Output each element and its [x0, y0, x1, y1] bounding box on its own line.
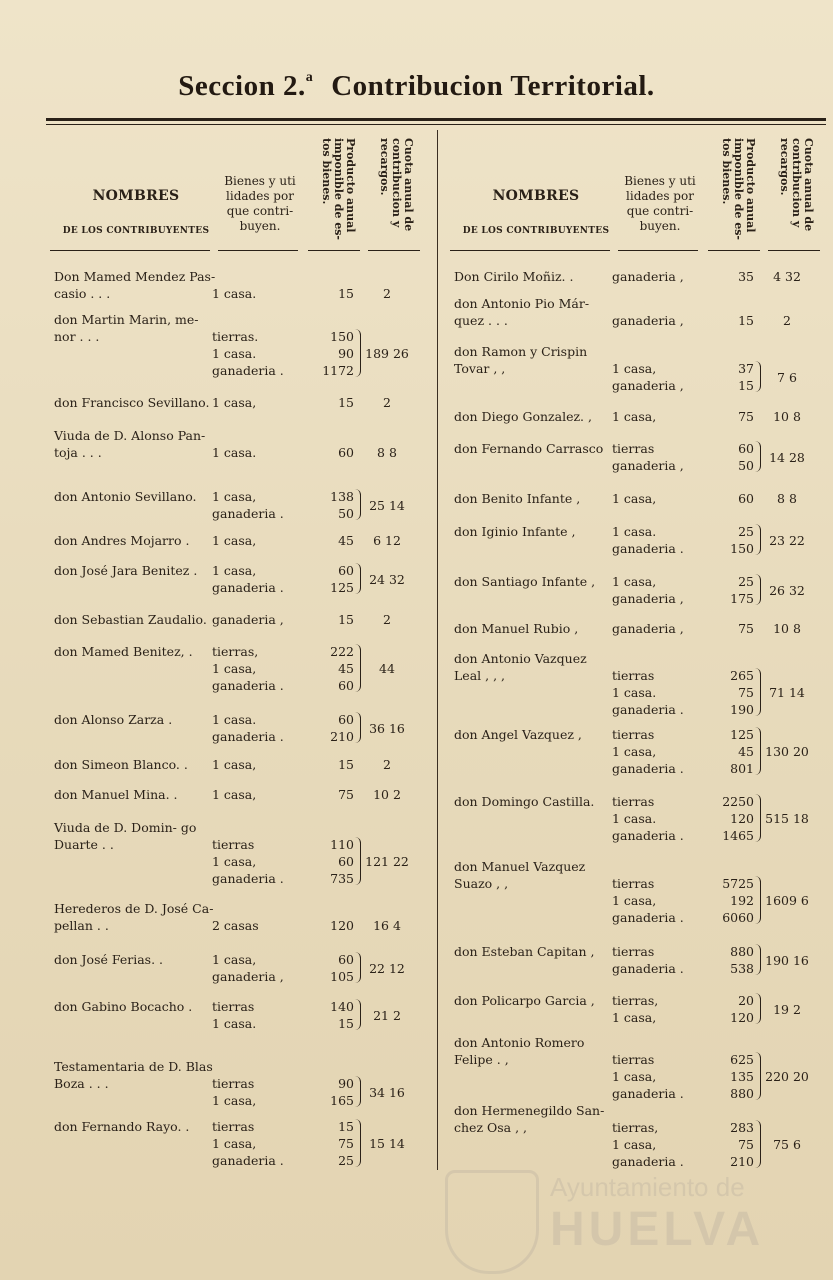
cuota-value: 21 2	[373, 1007, 401, 1023]
contribuyente-name: don Martin Marin, me- nor . . .	[54, 312, 199, 344]
producto-value: 50	[338, 506, 354, 521]
bien-item: ganaderia ,	[612, 378, 684, 393]
contribuyente-name: don Gabino Bocacho .	[54, 999, 193, 1014]
bien-item: ganaderia ,	[612, 269, 684, 284]
bien-item: ganaderia .	[612, 1154, 684, 1169]
bien-item: 1 casa.	[212, 1016, 257, 1031]
producto-value: 880	[730, 1086, 754, 1101]
bien-item: tierras	[612, 1052, 655, 1067]
producto-value: 15	[738, 313, 754, 328]
contribuyente-name: don Sebastian Zaudalio.	[54, 612, 207, 627]
cuota-value: 26 32	[769, 582, 805, 598]
bien-item: 1 casa.	[612, 811, 657, 826]
contribuyente-name: don Ramon y Crispin Tovar , ,	[454, 344, 588, 376]
contribuyente-name: don Angel Vazquez ,	[454, 727, 582, 742]
producto-value: 45	[738, 744, 754, 759]
producto-value: 60	[338, 445, 354, 460]
contribuyente-name: don Domingo Castilla.	[454, 794, 595, 809]
producto-value: 90	[338, 346, 354, 361]
producto-value: 140	[330, 999, 354, 1014]
producto-value: 175	[730, 591, 754, 606]
bien-item: 1 casa,	[612, 1010, 657, 1025]
bien-item: 1 casa.	[212, 445, 257, 460]
cuota-value: 23 22	[769, 532, 805, 548]
cuota-value: 34 16	[369, 1084, 405, 1100]
producto-value: 15	[338, 395, 354, 410]
bien-item: tierras	[612, 668, 655, 683]
cuota-value: 130 20	[765, 744, 809, 759]
header-cuota: Cuota anual de contribucion y recargos.	[778, 138, 815, 232]
watermark-line1: Ayuntamiento de	[550, 1172, 745, 1202]
contribuyente-name: don Diego Gonzalez. ,	[454, 409, 592, 424]
producto-value: 1172	[322, 363, 354, 378]
contribuyente-name: don Esteban Capitan ,	[454, 944, 595, 959]
bien-item: ganaderia ,	[612, 313, 684, 328]
bien-item: tierras	[212, 1119, 255, 1134]
bien-item: 1 casa,	[612, 893, 657, 908]
producto-value: 15	[338, 1016, 354, 1031]
bien-item: tierras	[612, 876, 655, 891]
cuota-value: 2	[383, 757, 391, 772]
bien-item: 1 casa,	[612, 361, 657, 376]
producto-value: 15	[338, 286, 354, 301]
bien-item: ganaderia ,	[212, 969, 284, 984]
producto-value: 60	[338, 563, 354, 578]
cuota-value: 2	[383, 286, 391, 301]
bien-item: 1 casa,	[612, 574, 657, 589]
producto-value: 6060	[722, 910, 754, 925]
bien-item: ganaderia .	[612, 1086, 684, 1101]
bien-item: tierras.	[212, 329, 259, 344]
bien-item: 1 casa,	[212, 952, 257, 967]
bien-item: ganaderia .	[612, 541, 684, 556]
producto-value: 210	[730, 1154, 754, 1169]
bien-item: 1 casa.	[212, 712, 257, 727]
cuota-value: 10 8	[773, 621, 801, 636]
contribuyente-name: don José Ferias. .	[54, 952, 164, 967]
title-rule-thin	[46, 124, 826, 125]
bien-item: 1 casa,	[612, 1069, 657, 1084]
bien-item: 1 casa,	[612, 409, 657, 424]
producto-value: 138	[330, 489, 354, 504]
producto-value: 60	[338, 854, 354, 869]
cuota-value: 190 16	[765, 952, 809, 968]
bien-item: 1 casa,	[212, 533, 257, 548]
cuota-value: 2	[383, 395, 391, 410]
page-title	[0, 70, 833, 103]
producto-value: 538	[730, 961, 754, 976]
producto-value: 125	[730, 727, 754, 742]
contribuyente-name: don Mamed Benitez, .	[54, 644, 193, 659]
cuota-value: 36 16	[369, 720, 405, 736]
contribuyente-name: don Simeon Blanco. .	[54, 757, 188, 772]
producto-value: 35	[738, 269, 754, 284]
producto-value: 15	[738, 378, 754, 393]
bien-item: tierras	[612, 727, 655, 742]
bien-item: tierras	[612, 944, 655, 959]
header-contribuyentes: DE LOS CONTRIBUYENTES	[462, 226, 610, 236]
bien-item: 1 casa.	[212, 286, 257, 301]
cuota-value: 15 14	[369, 1136, 405, 1151]
header-bienes: Bienes y uti lidades por que contri- buyen.	[624, 174, 696, 233]
producto-value: 120	[730, 811, 754, 826]
producto-value: 37	[738, 361, 754, 376]
bien-item: tierras,	[612, 1120, 659, 1135]
cuota-value: 10 8	[773, 409, 801, 424]
bien-item: ganaderia .	[212, 871, 284, 886]
producto-value: 50	[738, 458, 754, 473]
cuota-value: 8 8	[777, 491, 797, 506]
cuota-value: 16 4	[373, 918, 401, 933]
bien-item: 1 casa,	[212, 854, 257, 869]
bien-item: ganaderia .	[212, 729, 284, 744]
left-table-header	[50, 130, 430, 250]
producto-value: 25	[738, 574, 754, 589]
bien-item: ganaderia .	[212, 678, 284, 693]
producto-value: 165	[330, 1093, 354, 1108]
bien-item: 1 casa,	[212, 757, 257, 772]
cuota-value: 10 2	[373, 787, 401, 802]
contribuyente-name: don Benito Infante ,	[454, 491, 581, 506]
producto-value: 75	[338, 787, 354, 802]
producto-value: 15	[338, 612, 354, 627]
header-cuota: Cuota anual de contribucion y recargos.	[378, 138, 415, 232]
cuota-value: 2	[783, 313, 791, 328]
producto-value: 110	[330, 837, 354, 852]
cuota-value: 2	[383, 612, 391, 627]
producto-value: 135	[730, 1069, 754, 1084]
contribuyente-name: don Antonio Pio Már- quez . . .	[454, 296, 590, 328]
producto-value: 880	[730, 944, 754, 959]
bien-item: 1 casa,	[212, 563, 257, 578]
bien-item: 1 casa,	[212, 1093, 257, 1108]
producto-value: 60	[738, 491, 754, 506]
producto-value: 75	[738, 409, 754, 424]
contribuyente-name: don Fernando Rayo. .	[54, 1119, 190, 1134]
producto-value: 283	[730, 1120, 754, 1135]
contribuyente-name: don Alonso Zarza .	[54, 712, 173, 727]
bien-item: ganaderia ,	[212, 612, 284, 627]
contribuyente-name: don José Jara Benitez .	[54, 563, 198, 578]
producto-value: 801	[730, 761, 754, 776]
cuota-value: 8 8	[377, 445, 397, 460]
cuota-value: 25 14	[369, 497, 405, 513]
producto-value: 90	[338, 1076, 354, 1091]
producto-value: 735	[330, 871, 354, 886]
contribuyente-name: don Santiago Infante ,	[454, 574, 596, 589]
section-label: Seccion 2.$^a$	[178, 70, 314, 102]
contribuyente-name: Viuda de D. Alonso Pan- toja . . .	[54, 428, 206, 460]
producto-value: 60	[738, 441, 754, 456]
cuota-value: 1609 6	[765, 893, 809, 908]
producto-value: 222	[330, 644, 354, 659]
bien-item: 1 casa.	[612, 685, 657, 700]
cuota-value: 4 32	[773, 269, 801, 284]
bien-item: 1 casa,	[212, 1136, 257, 1151]
contribuyente-name: Herederos de D. José Ca- pellan . .	[54, 901, 214, 933]
bien-item: 1 casa,	[612, 491, 657, 506]
left-column	[50, 130, 430, 1190]
cuota-value: 6 12	[373, 533, 401, 548]
bien-item: ganaderia .	[212, 363, 284, 378]
bien-item: ganaderia ,	[612, 458, 684, 473]
bien-item: 2 casas	[212, 918, 259, 933]
bien-item: tierras	[612, 794, 655, 809]
cuota-value: 189 26	[365, 346, 409, 361]
contribuyente-name: Don Mamed Mendez Pas- casio . . .	[54, 269, 216, 301]
producto-value: 45	[338, 661, 354, 676]
producto-value: 2250	[722, 794, 754, 809]
title-subject: Contribucion Territorial.	[331, 70, 655, 102]
contribuyente-name: don Antonio Romero Felipe . ,	[454, 1035, 585, 1067]
title-rule-thick	[46, 118, 826, 121]
bien-item: ganaderia ,	[612, 591, 684, 606]
cuota-value: 220 20	[765, 1069, 809, 1084]
bien-item: 1 casa,	[612, 744, 657, 759]
producto-value: 75	[738, 621, 754, 636]
bien-item: 1 casa.	[612, 524, 657, 539]
bien-item: ganaderia ,	[612, 621, 684, 636]
contribuyente-name: don Manuel Vazquez Suazo , ,	[454, 859, 586, 891]
contribuyente-name: don Iginio Infante ,	[454, 524, 576, 539]
bien-item: tierras	[212, 1076, 255, 1091]
producto-value: 60	[338, 678, 354, 693]
producto-value: 150	[330, 329, 354, 344]
bien-item: ganaderia .	[612, 761, 684, 776]
contribuyente-name: don Andres Mojarro .	[54, 533, 190, 548]
contribuyente-name: don Policarpo Garcia ,	[454, 993, 595, 1008]
right-table-header	[450, 130, 830, 250]
cuota-value: 22 12	[369, 960, 405, 976]
contribuyente-name: Don Cirilo Moñiz. .	[454, 269, 574, 284]
producto-value: 105	[330, 969, 354, 984]
seal-icon	[445, 1170, 539, 1274]
bien-item: ganaderia .	[612, 961, 684, 976]
producto-value: 45	[338, 533, 354, 548]
producto-value: 1465	[722, 828, 754, 843]
producto-value: 625	[730, 1052, 754, 1067]
producto-value: 20	[738, 993, 754, 1008]
header-contribuyentes: DE LOS CONTRIBUYENTES	[62, 226, 210, 236]
contribuyente-name: don Antonio Sevillano.	[54, 489, 197, 504]
header-nombres: NOMBRES	[92, 188, 180, 204]
cuota-value: 19 2	[773, 1001, 801, 1017]
header-producto: Producto anual imponible de es- tos bienes.	[320, 138, 357, 240]
bien-item: 1 casa,	[612, 1137, 657, 1152]
bien-item: ganaderia .	[212, 580, 284, 595]
bien-item: ganaderia .	[612, 702, 684, 717]
cuota-value: 515 18	[765, 811, 809, 826]
cuota-value: 44	[379, 661, 395, 676]
right-column	[450, 130, 830, 1190]
bien-item: tierras,	[212, 644, 259, 659]
producto-value: 120	[730, 1010, 754, 1025]
bien-item: 1 casa,	[212, 489, 257, 504]
producto-value: 75	[738, 1137, 754, 1152]
cuota-value: 7 6	[777, 369, 797, 385]
watermark	[430, 1170, 790, 1270]
bien-item: ganaderia .	[612, 910, 684, 925]
producto-value: 125	[330, 580, 354, 595]
producto-value: 75	[738, 685, 754, 700]
producto-value: 190	[730, 702, 754, 717]
contribuyente-name: don Antonio Vazquez Leal , , ,	[454, 651, 587, 683]
column-separator	[437, 130, 438, 1170]
producto-value: 210	[330, 729, 354, 744]
contribuyente-name: don Manuel Rubio ,	[454, 621, 579, 636]
contribuyente-name: don Francisco Sevillano.	[54, 395, 210, 410]
contribuyente-name: don Manuel Mina. .	[54, 787, 178, 802]
header-bienes: Bienes y uti lidades por que contri- buyen.	[224, 174, 296, 233]
contribuyente-name: Viuda de D. Domin- go Duarte . .	[54, 820, 197, 852]
producto-value: 25	[338, 1153, 354, 1168]
cuota-value: 121 22	[365, 854, 409, 869]
bien-item: tierras	[212, 999, 255, 1014]
header-producto: Producto anual imponible de es- tos bienes.	[720, 138, 757, 240]
contribuyente-name: don Hermenegildo San- chez Osa , ,	[454, 1103, 605, 1135]
cuota-value: 71 14	[769, 685, 805, 700]
bien-item: tierras	[212, 837, 255, 852]
producto-value: 15	[338, 1119, 354, 1134]
cuota-value: 75 6	[773, 1137, 801, 1152]
bien-item: 1 casa,	[212, 787, 257, 802]
bien-item: ganaderia .	[212, 1153, 284, 1168]
bien-item: ganaderia .	[212, 506, 284, 521]
producto-value: 5725	[722, 876, 754, 891]
contribuyente-name: Testamentaria de D. Blas Boza . . .	[54, 1059, 213, 1091]
cuota-value: 24 32	[369, 571, 405, 587]
producto-value: 150	[730, 541, 754, 556]
watermark-line2: HUELVA	[550, 1203, 765, 1256]
bien-item: tierras,	[612, 993, 659, 1008]
bien-item: 1 casa,	[212, 661, 257, 676]
header-nombres: NOMBRES	[492, 188, 580, 204]
producto-value: 120	[330, 918, 354, 933]
producto-value: 60	[338, 712, 354, 727]
contribuyente-name: don Fernando Carrasco	[454, 441, 604, 456]
producto-value: 15	[338, 757, 354, 772]
producto-value: 265	[730, 668, 754, 683]
bien-item: tierras	[612, 441, 655, 456]
cuota-value: 14 28	[769, 449, 805, 465]
producto-value: 75	[338, 1136, 354, 1151]
bien-item: 1 casa,	[212, 395, 257, 410]
producto-value: 192	[730, 893, 754, 908]
bien-item: 1 casa.	[212, 346, 257, 361]
producto-value: 25	[738, 524, 754, 539]
producto-value: 60	[338, 952, 354, 967]
bien-item: ganaderia .	[612, 828, 684, 843]
